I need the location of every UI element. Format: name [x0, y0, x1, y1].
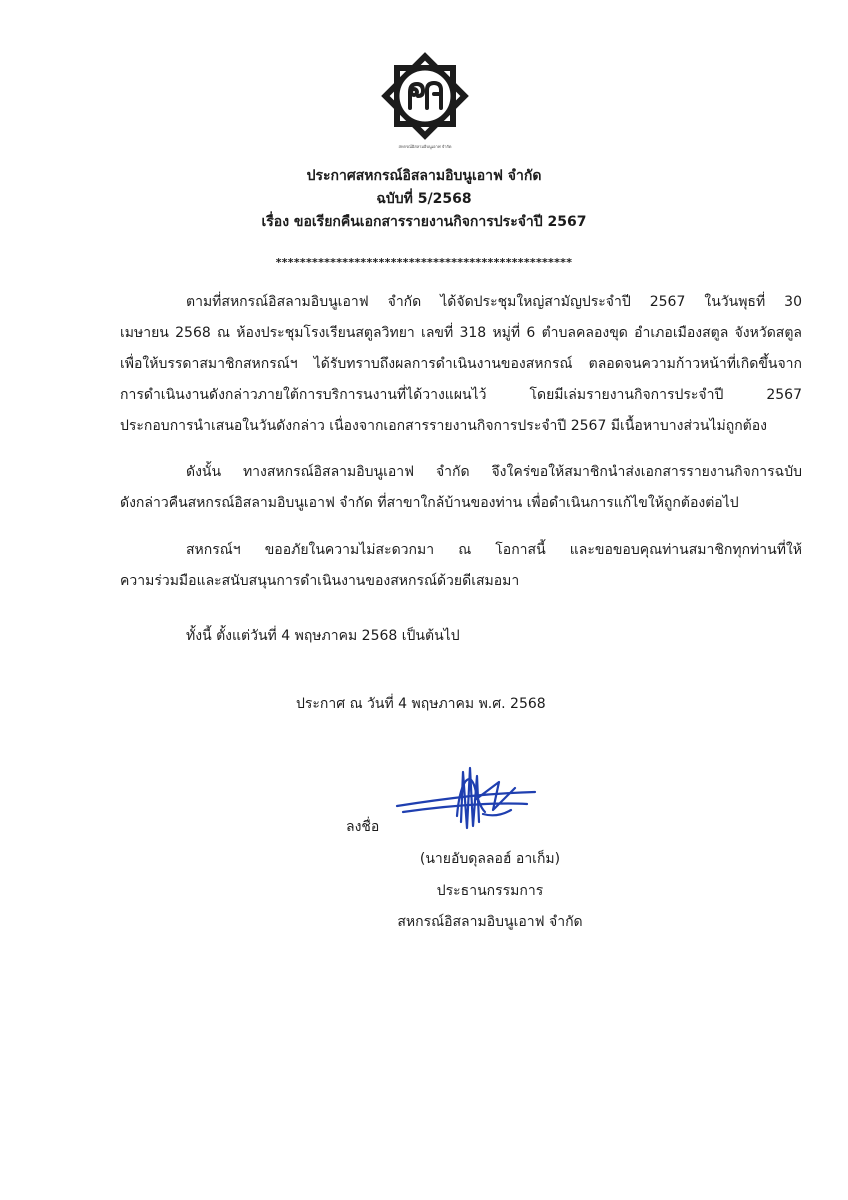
handwritten-signature	[375, 752, 545, 852]
asterisk-divider: *************************************************	[275, 256, 573, 269]
paragraph1-line: การดำเนินงานดังกล่าวภายใต้การบริการนงานที่ได้วางแผนไว้ โดยมีเล่มรายงานกิจการประจำปี 2567	[120, 387, 802, 403]
signatory-name: (นายอับดุลลอฮ์ อาเก็ม)	[419, 851, 561, 867]
paragraph3-line: สหกรณ์ฯ ขออภัยในความไม่สะดวกมา ณ โอกาสนี้ และขอขอบคุณท่านสมาชิกทุกท่านที่ให้	[186, 542, 802, 558]
announcement-number: ฉบับที่ 5/2568	[376, 191, 472, 207]
cooperative-logo	[370, 46, 480, 150]
paragraph2-line: ดังกล่าวคืนสหกรณ์อิสลามอิบนูเอาฟ จำกัด ที่สาขาใกล้บ้านของท่าน เพื่อดำเนินการแก้ไขให้ถูกต้องต่อไป	[120, 495, 739, 511]
paragraph1-line: เพื่อให้บรรดาสมาชิกสหกรณ์ฯ ได้รับทราบถึงผลการดำเนินงานของสหกรณ์ ตลอดจนความก้าวหน้าที่เกิดขึ้นจาก	[120, 356, 802, 372]
logo-caption: สหกรณ์อิสลามอิบนูเอาฟ จำกัด	[398, 144, 452, 149]
signatory-position: ประธานกรรมการ	[436, 883, 544, 899]
paragraph1-line: ตามที่สหกรณ์อิสลามอิบนูเอาฟ จำกัด ได้จัดประชุมใหญ่สามัญประจำปี 2567 ในวันพุธที่ 30	[186, 294, 802, 310]
paragraph3-line: ความร่วมมือและสนับสนุนการดำเนินงานของสหกรณ์ด้วยดีเสมอมา	[120, 573, 520, 589]
paragraph2-line: ดังนั้น ทางสหกรณ์อิสลามอิบนูเอาฟ จำกัด จึงใคร่ขอให้สมาชิกนำส่งเอกสารรายงานกิจการฉบับ	[186, 464, 802, 480]
paragraph1-line: ประกอบการนำเสนอในวันดังกล่าว เนื่องจากเอกสารรายงานกิจการประจำปี 2567 มีเนื้อหาบางส่วนไม่ถูกต้อง	[120, 418, 768, 434]
announcement-date: ประกาศ ณ วันที่ 4 พฤษภาคม พ.ศ. 2568	[296, 696, 546, 712]
paragraph1-line: เมษายน 2568 ณ ห้องประชุมโรงเรียนสตูลวิทยา เลขที่ 318 หมู่ที่ 6 ตำบลคลองขุด อำเภอเมืองสตูล จังหวัดสตูล	[120, 325, 802, 341]
signature-label: ลงชื่อ	[346, 819, 380, 835]
effective-date: ทั้งนี้ ตั้งแต่วันที่ 4 พฤษภาคม 2568 เป็นต้นไป	[186, 628, 460, 644]
announcement-subject: เรื่อง ขอเรียกคืนเอกสารรายงานกิจการประจำปี 2567	[261, 214, 587, 230]
signatory-organization: สหกรณ์อิสลามอิบนูเอาฟ จำกัด	[397, 914, 583, 930]
announcement-title: ประกาศสหกรณ์อิสลามอิบนูเอาฟ จำกัด	[306, 168, 542, 184]
